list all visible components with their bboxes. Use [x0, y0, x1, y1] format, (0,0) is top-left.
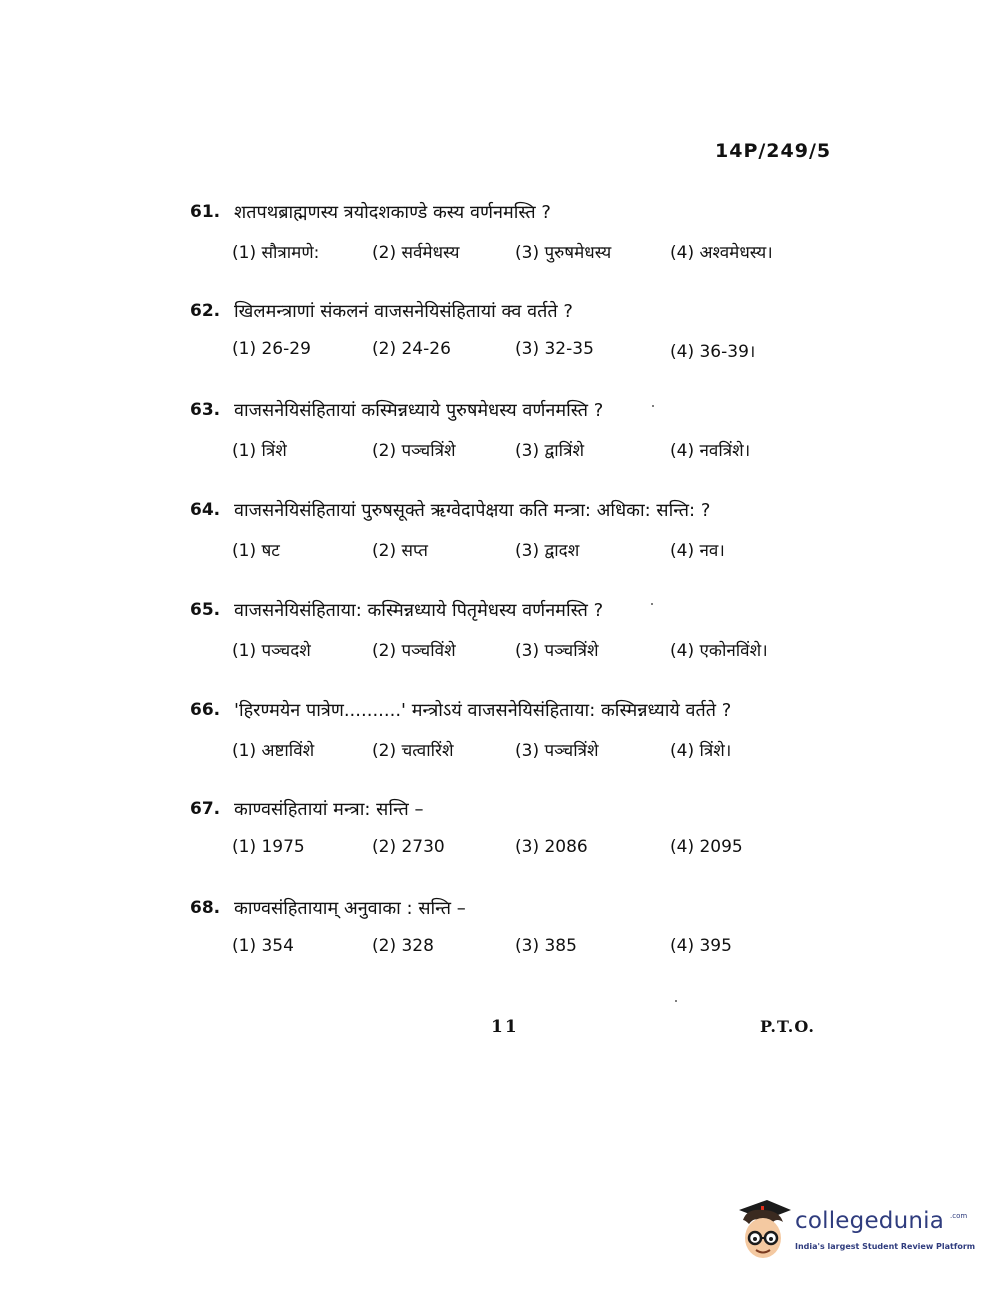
option-2: (2) चत्वारिंशे — [372, 741, 454, 761]
option-1: (1) सौत्रामणे: — [232, 243, 320, 263]
option-1: (1) षट — [232, 541, 280, 561]
option-4: (4) नव। — [670, 541, 725, 561]
option-2: (2) सप्त — [372, 541, 428, 561]
logo-domain: .com — [950, 1212, 968, 1220]
logo-wordmark: collegedunia — [795, 1208, 945, 1234]
option-2: (2) पञ्चविंशे — [372, 641, 456, 661]
scan-speck — [652, 405, 654, 407]
option-1: (1) 354 — [232, 936, 294, 956]
pto-label: P.T.O. — [760, 1017, 815, 1036]
option-3: (3) 385 — [515, 936, 577, 956]
option-1: (1) 1975 — [232, 837, 305, 857]
question-number: 68. — [190, 898, 221, 918]
question-63 — [190, 400, 830, 468]
option-2: (2) 2730 — [372, 837, 445, 857]
option-4: (4) 2095 — [670, 837, 743, 857]
question-65 — [190, 600, 830, 668]
page-code: 14P/249/5 — [715, 140, 832, 162]
option-3: (3) पञ्चत्रिंशे — [515, 741, 599, 761]
question-61 — [190, 202, 830, 270]
option-1: (1) त्रिंशे — [232, 441, 287, 461]
option-4: (4) त्रिंशे। — [670, 741, 732, 761]
option-3: (3) पुरुषमेधस्य — [515, 243, 612, 263]
option-1: (1) 26-29 — [232, 339, 311, 359]
collegedunia-logo — [733, 1196, 976, 1266]
option-3: (3) द्वात्रिंशे — [515, 441, 585, 461]
option-4: (4) अश्वमेधस्य। — [670, 243, 773, 263]
question-text: खिलमन्त्राणां संकलनं वाजसनेयिसंहितायां क्व वर्तते ? — [234, 301, 573, 322]
question-number: 62. — [190, 301, 221, 321]
option-1: (1) पञ्चदशे — [232, 641, 311, 661]
option-2: (2) 328 — [372, 936, 434, 956]
question-62 — [190, 301, 830, 369]
page-number: 11 — [491, 1017, 519, 1037]
logo-tagline: India's largest Student Review Platform — [795, 1242, 976, 1251]
question-text: वाजसनेयिसंहिताया: कस्मिन्नध्याये पितृमेधस्य वर्णनमस्ति ? — [234, 600, 604, 621]
option-4: (4) नवत्रिंशे। — [670, 441, 751, 461]
scan-speck — [675, 1000, 677, 1002]
question-text: 'हिरण्मयेन पात्रेण..........' मन्त्रोऽयं वाजसनेयिसंहिताया: कस्मिन्नध्याये वर्तते ? — [234, 700, 732, 721]
option-3: (3) द्वादश — [515, 541, 580, 561]
mascot-icon — [733, 1196, 793, 1266]
question-text: वाजसनेयिसंहितायां पुरुषसूक्ते ऋग्वेदापेक्षया कति मन्त्रा: अधिका: सन्ति: ? — [234, 500, 711, 521]
question-number: 61. — [190, 202, 221, 222]
option-3: (3) 32-35 — [515, 339, 594, 359]
scan-speck — [651, 603, 653, 605]
question-66 — [190, 700, 830, 768]
question-67 — [190, 799, 830, 867]
option-2: (2) 24-26 — [372, 339, 451, 359]
question-text: शतपथब्राह्मणस्य त्रयोदशकाण्डे कस्य वर्णनमस्ति ? — [234, 202, 551, 223]
option-4: (4) 395 — [670, 936, 732, 956]
option-2: (2) सर्वमेधस्य — [372, 243, 460, 263]
question-text: काण्वसंहितायाम् अनुवाका : सन्ति – — [234, 898, 466, 919]
question-text: काण्वसंहितायां मन्त्रा: सन्ति – — [234, 799, 424, 820]
question-number: 65. — [190, 600, 221, 620]
question-number: 63. — [190, 400, 221, 420]
question-number: 67. — [190, 799, 221, 819]
question-number: 64. — [190, 500, 221, 520]
option-4: (4) एकोनविंशे। — [670, 641, 768, 661]
question-68 — [190, 898, 830, 966]
option-3: (3) पञ्चत्रिंशे — [515, 641, 599, 661]
option-4: (4) 36-39। — [670, 342, 756, 362]
option-3: (3) 2086 — [515, 837, 588, 857]
option-2: (2) पञ्चत्रिंशे — [372, 441, 456, 461]
question-text: वाजसनेयिसंहितायां कस्मिन्नध्याये पुरुषमेधस्य वर्णनमस्ति ? — [234, 400, 604, 421]
question-number: 66. — [190, 700, 221, 720]
question-64 — [190, 500, 830, 568]
option-1: (1) अष्टाविंशे — [232, 741, 315, 761]
